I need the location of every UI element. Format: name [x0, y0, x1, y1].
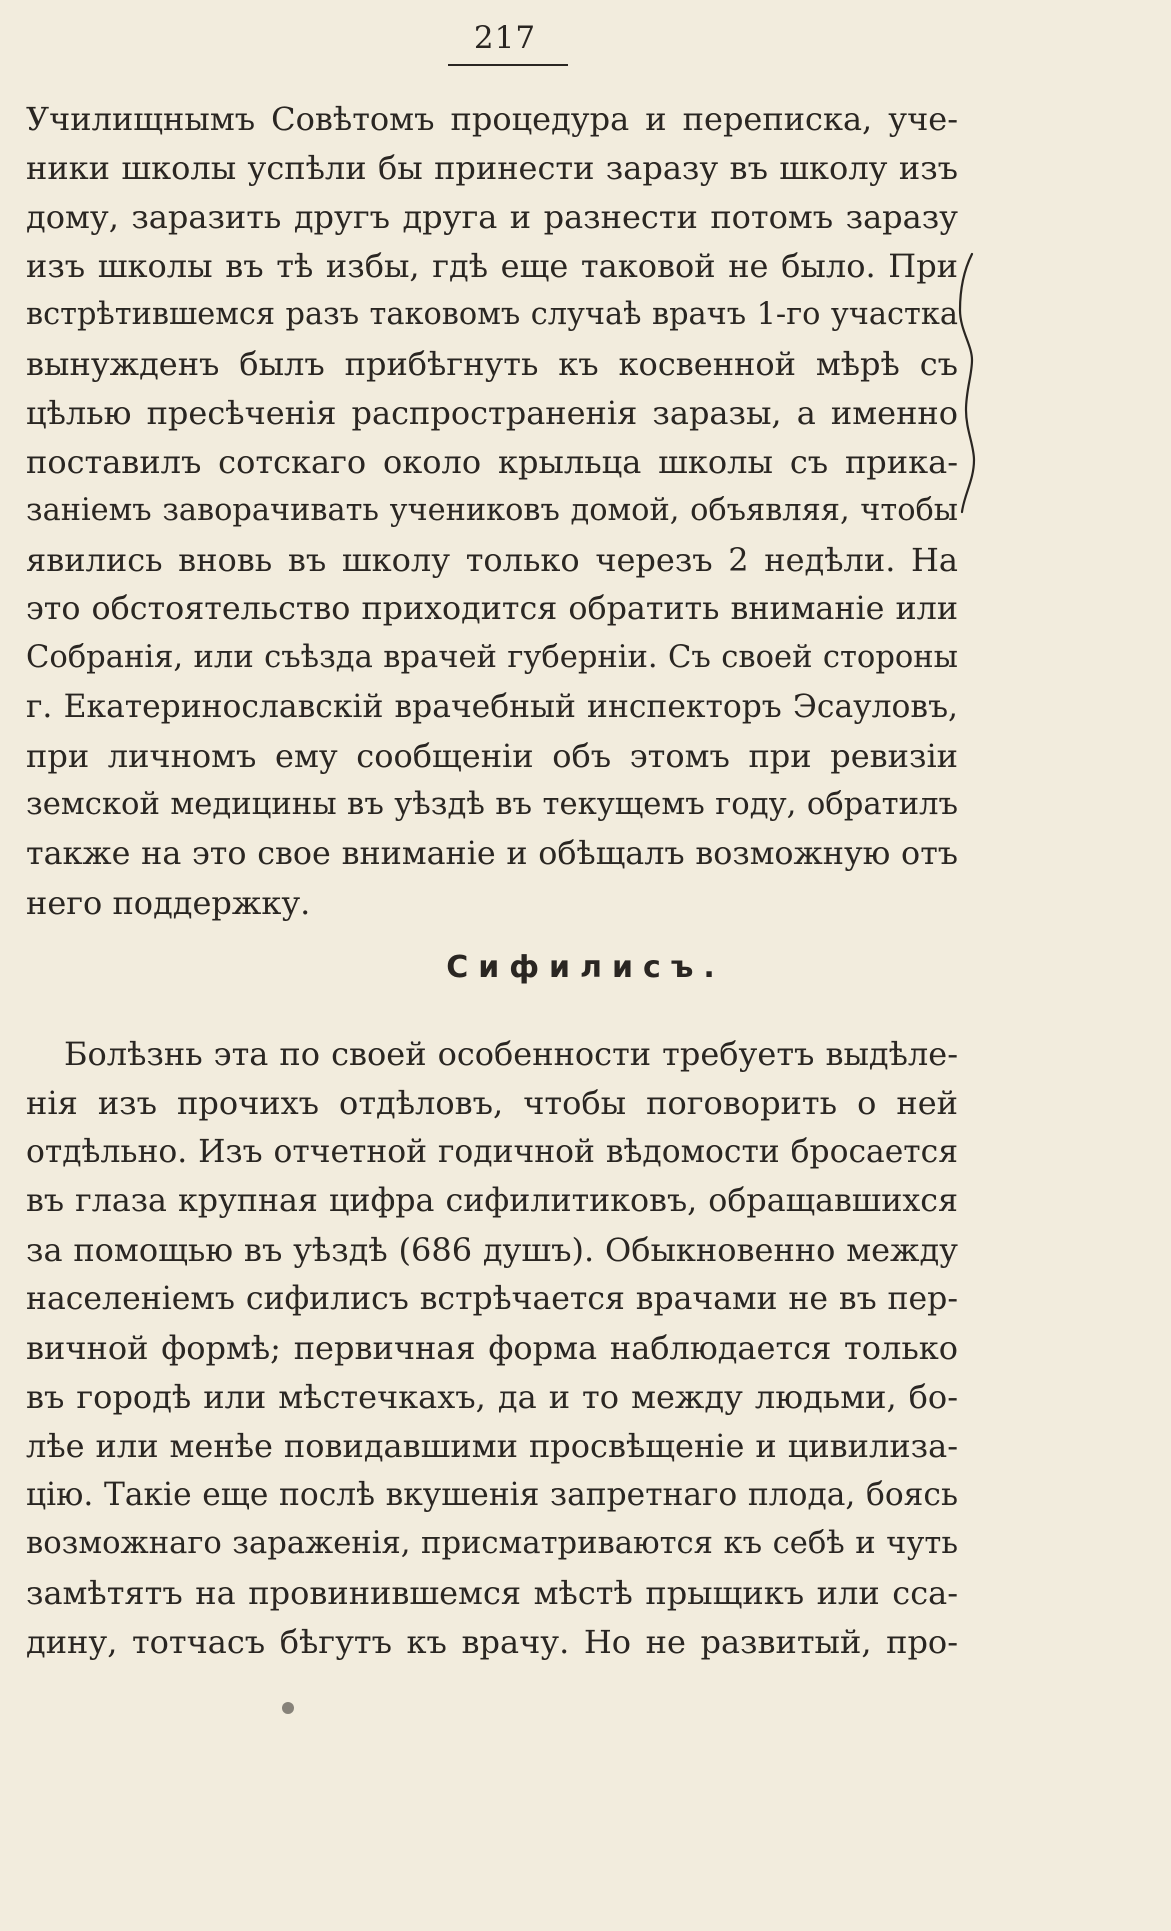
text-line: замѣтятъ на провинившемся мѣстѣ прыщикъ или сса- [26, 1574, 958, 1612]
text-line: отдѣльно. Изъ отчетной годичной вѣдомости бросается [26, 1134, 958, 1170]
text-line: земской медицины въ уѣздѣ въ текущемъ году, обратилъ [26, 787, 958, 822]
text-line: также на это свое вниманіе и обѣщалъ возможную отъ [26, 835, 958, 872]
text-line: при личномъ ему сообщеніи объ этомъ при ревизіи [26, 737, 958, 775]
text-line: нія изъ прочихъ отдѣловъ, чтобы поговорить о ней [26, 1084, 958, 1122]
text-line: лѣе или менѣе повидавшими просвѣщеніе и цивилиза- [26, 1427, 958, 1465]
ink-speck [282, 1702, 294, 1714]
text-line: Училищнымъ Совѣтомъ процедура и переписка, уче- [26, 100, 958, 138]
margin-bracket-icon [950, 250, 990, 515]
text-line: Болѣзнь эта по своей особенности требуетъ выдѣле- [64, 1035, 958, 1073]
text-line: поставилъ сотскаго около крыльца школы съ прика- [26, 443, 958, 481]
text-line: за помощью въ уѣздѣ (686 душъ). Обыкновенно между [26, 1231, 958, 1269]
text-line: дому, заразить другъ друга и разнести потомъ заразу [26, 198, 958, 236]
text-line: въ городѣ или мѣстечкахъ, да и то между людьми, бо- [26, 1378, 958, 1416]
page-number-rule [448, 64, 568, 66]
margin-bracket-mark [950, 250, 990, 515]
text-line: это обстоятельство приходится обратить вниманіе или [26, 591, 958, 627]
text-line: ники школы успѣли бы принести заразу въ школу изъ [26, 149, 958, 187]
text-line: вынужденъ былъ прибѣгнуть къ косвенной мѣрѣ съ [26, 345, 958, 383]
text-line: въ глаза крупная цифра сифилитиковъ, обращавшихся [26, 1183, 958, 1219]
text-line: г. Екатеринославскій врачебный инспекторъ Эсауловъ, [26, 689, 958, 725]
text-line: Собранія, или съѣзда врачей губерніи. Съ своей стороны [26, 640, 958, 675]
text-line: встрѣтившемся разъ таковомъ случаѣ врачъ 1-го участка [26, 297, 958, 332]
section-heading: Сифилисъ. [446, 950, 725, 985]
text-line: вичной формѣ; первичная форма наблюдается только [26, 1329, 958, 1367]
text-line: населеніемъ сифилисъ встрѣчается врачами не въ пер- [26, 1281, 958, 1317]
text-line: изъ школы въ тѣ избы, гдѣ еще таковой не было. При [26, 247, 958, 285]
text-line: заніемъ заворачивать учениковъ домой, объявляя, чтобы [26, 493, 958, 528]
text-line: цію. Такіе еще послѣ вкушенія запретнаго плода, боясь [26, 1477, 958, 1513]
text-line: дину, тотчасъ бѣгутъ къ врачу. Но не развитый, про- [26, 1623, 958, 1661]
text-line: явились вновь въ школу только черезъ 2 недѣли. На [26, 541, 958, 579]
text-line: цѣлью пресѣченія распространенія заразы, а именно [26, 394, 958, 432]
page-number: 217 [473, 20, 537, 56]
text-line: него поддержку. [26, 884, 311, 922]
text-line: возможнаго зараженія, присматриваются къ себѣ и чуть [26, 1526, 958, 1561]
